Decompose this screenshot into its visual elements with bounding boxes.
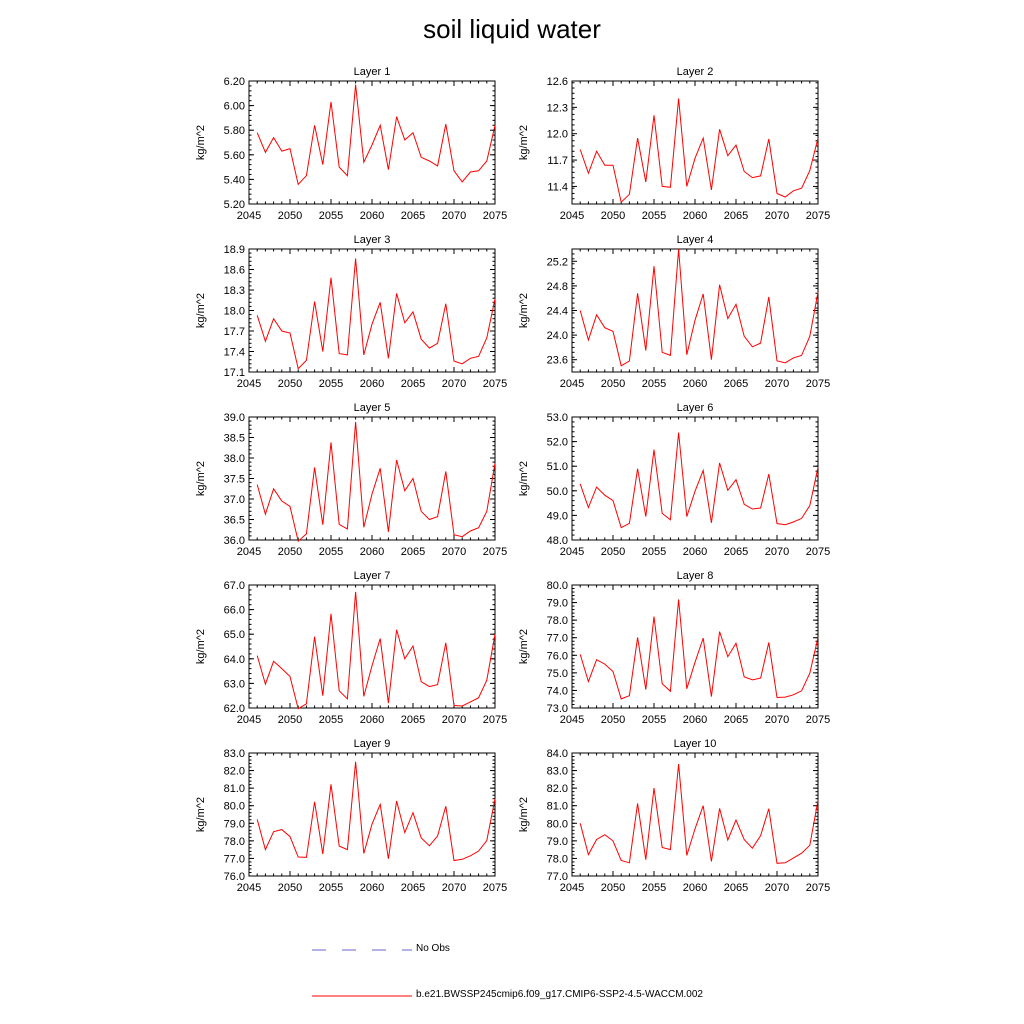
y-tick-label: 12.3 (546, 102, 568, 115)
y-tick-label: 17.7 (223, 326, 245, 338)
panel-frame (572, 81, 818, 204)
y-tick-label: 50.0 (546, 485, 568, 498)
y-tick-label: 65.0 (223, 629, 245, 642)
y-tick-label: 84.0 (546, 748, 568, 760)
y-tick-label: 81.0 (223, 783, 245, 796)
x-tick-label: 2055 (641, 882, 667, 894)
y-tick-label: 6.00 (223, 100, 245, 113)
x-tick-label: 2060 (359, 378, 385, 390)
x-tick-label: 2055 (318, 546, 344, 558)
x-tick-label: 2065 (400, 714, 426, 726)
y-tick-label: 52.0 (546, 436, 568, 449)
panel-title: Layer 8 (676, 570, 714, 582)
x-tick-label: 2055 (318, 714, 344, 726)
x-tick-label: 2050 (600, 378, 626, 390)
y-tick-label: 18.6 (223, 264, 245, 277)
y-tick-label: 6.20 (223, 76, 245, 88)
y-tick-label: 77.0 (546, 871, 568, 883)
x-tick-label: 2045 (236, 378, 262, 390)
x-tick-label: 2055 (641, 210, 667, 222)
series-line (257, 259, 495, 369)
y-tick-label: 11.4 (547, 181, 568, 194)
y-tick-label: 67.0 (223, 580, 245, 592)
panel-title: Layer 9 (353, 738, 391, 750)
y-tick-label: 64.0 (223, 653, 245, 666)
x-tick-label: 2055 (318, 210, 344, 222)
panel-title: Layer 10 (673, 738, 717, 750)
x-tick-label: 2070 (441, 546, 467, 558)
x-tick-label: 2060 (359, 882, 385, 894)
x-tick-label: 2050 (277, 378, 303, 390)
y-tick-label: 39.0 (223, 412, 245, 424)
x-tick-label: 2045 (236, 210, 262, 222)
y-axis-label: kg/m^2 (195, 124, 207, 161)
panel-title: Layer 6 (676, 402, 714, 414)
x-tick-label: 2045 (559, 210, 585, 222)
panel-frame (572, 585, 818, 708)
panel-frame (249, 81, 495, 204)
y-tick-label: 66.0 (223, 604, 245, 617)
x-tick-label: 2070 (764, 546, 790, 558)
x-tick-label: 2070 (764, 714, 790, 726)
y-tick-label: 24.8 (546, 280, 568, 293)
panel-title: Layer 7 (353, 570, 391, 582)
y-tick-label: 24.0 (546, 330, 568, 343)
y-tick-label: 18.9 (223, 244, 245, 256)
series-line (580, 599, 818, 699)
panel-frame (572, 249, 818, 372)
x-tick-label: 2070 (764, 882, 790, 894)
x-tick-label: 2055 (318, 378, 344, 390)
y-tick-label: 36.5 (223, 514, 245, 527)
x-tick-label: 2065 (400, 210, 426, 222)
y-tick-label: 53.0 (546, 412, 568, 424)
x-tick-label: 2045 (236, 882, 262, 894)
legend-model-label: b.e21.BWSSP245cmip6.f09_g17.CMIP6-SSP2-4.5-WACCM.002 (416, 989, 703, 1000)
y-tick-label: 77.0 (223, 853, 245, 866)
y-tick-label: 83.0 (223, 748, 245, 760)
y-axis-label: kg/m^2 (195, 460, 207, 497)
panel-frame (572, 753, 818, 876)
y-tick-label: 76.0 (223, 871, 245, 883)
x-tick-label: 2065 (400, 546, 426, 558)
x-tick-label: 2075 (805, 378, 831, 390)
x-tick-label: 2065 (723, 714, 749, 726)
y-tick-label: 78.0 (546, 615, 568, 628)
x-tick-label: 2050 (600, 714, 626, 726)
y-axis-label: kg/m^2 (195, 796, 207, 833)
y-tick-label: 82.0 (546, 783, 568, 796)
x-tick-label: 2070 (764, 210, 790, 222)
x-tick-label: 2075 (482, 882, 508, 894)
y-tick-label: 51.0 (546, 461, 568, 474)
x-tick-label: 2060 (682, 714, 708, 726)
x-tick-label: 2045 (559, 546, 585, 558)
x-tick-label: 2065 (400, 882, 426, 894)
x-tick-label: 2060 (682, 882, 708, 894)
x-tick-label: 2065 (723, 546, 749, 558)
y-tick-label: 78.0 (546, 853, 568, 866)
y-axis-label: kg/m^2 (518, 292, 530, 329)
y-tick-label: 5.20 (223, 199, 245, 211)
x-tick-label: 2075 (482, 546, 508, 558)
y-tick-label: 63.0 (223, 678, 245, 691)
panel-title: Layer 5 (353, 402, 391, 414)
x-tick-label: 2065 (400, 378, 426, 390)
x-tick-label: 2065 (723, 882, 749, 894)
x-tick-label: 2055 (641, 378, 667, 390)
x-tick-label: 2075 (805, 714, 831, 726)
x-tick-label: 2055 (641, 546, 667, 558)
panel-title: Layer 2 (676, 66, 714, 78)
y-tick-label: 81.0 (546, 800, 568, 813)
x-tick-label: 2070 (441, 882, 467, 894)
panel-frame (249, 249, 495, 372)
y-tick-label: 11.7 (547, 155, 568, 168)
y-tick-label: 17.1 (223, 367, 245, 379)
panel-frame (249, 417, 495, 540)
x-tick-label: 2060 (682, 378, 708, 390)
y-tick-label: 36.0 (223, 535, 245, 547)
y-tick-label: 24.4 (546, 305, 568, 318)
y-tick-label: 62.0 (223, 703, 245, 715)
y-tick-label: 83.0 (546, 765, 568, 778)
y-tick-label: 23.6 (546, 354, 568, 367)
x-tick-label: 2070 (764, 378, 790, 390)
x-tick-label: 2060 (359, 714, 385, 726)
y-tick-label: 74.0 (546, 685, 568, 698)
panel-frame (572, 417, 818, 540)
y-tick-label: 79.0 (546, 597, 568, 610)
x-tick-label: 2050 (600, 546, 626, 558)
y-tick-label: 17.4 (223, 346, 245, 359)
x-tick-label: 2070 (441, 378, 467, 390)
series-line (257, 762, 495, 861)
y-tick-label: 18.3 (223, 285, 245, 297)
series-line (580, 764, 818, 863)
x-tick-label: 2050 (277, 882, 303, 894)
x-tick-label: 2065 (723, 210, 749, 222)
y-tick-label: 76.0 (546, 650, 568, 663)
x-tick-label: 2070 (441, 714, 467, 726)
x-tick-label: 2050 (277, 546, 303, 558)
x-tick-label: 2045 (559, 882, 585, 894)
x-tick-label: 2060 (682, 210, 708, 222)
x-tick-label: 2060 (359, 210, 385, 222)
y-axis-label: kg/m^2 (195, 628, 207, 665)
x-tick-label: 2050 (277, 714, 303, 726)
x-tick-label: 2060 (359, 546, 385, 558)
y-tick-label: 38.5 (223, 432, 245, 445)
x-tick-label: 2045 (559, 378, 585, 390)
x-tick-label: 2075 (482, 378, 508, 390)
y-tick-label: 82.0 (223, 765, 245, 778)
y-tick-label: 79.0 (546, 835, 568, 848)
panel-frame (249, 585, 495, 708)
y-axis-label: kg/m^2 (518, 124, 530, 161)
panel-frame (249, 753, 495, 876)
y-axis-label: kg/m^2 (518, 460, 530, 497)
y-tick-label: 38.0 (223, 453, 245, 465)
y-tick-label: 80.0 (546, 818, 568, 831)
series-line (257, 85, 495, 185)
x-tick-label: 2075 (805, 546, 831, 558)
x-tick-label: 2070 (441, 210, 467, 222)
legend-obs-label: No Obs (416, 943, 450, 954)
x-tick-label: 2045 (236, 546, 262, 558)
series-line (257, 422, 495, 541)
y-tick-label: 79.0 (223, 818, 245, 831)
y-tick-label: 25.2 (546, 256, 568, 269)
y-tick-label: 12.6 (546, 76, 568, 88)
x-tick-label: 2050 (277, 210, 303, 222)
y-axis-label: kg/m^2 (518, 628, 530, 665)
series-line (580, 249, 818, 366)
y-tick-label: 49.0 (546, 510, 568, 523)
series-line (257, 592, 495, 709)
y-axis-label: kg/m^2 (518, 796, 530, 833)
x-tick-label: 2060 (682, 546, 708, 558)
panel-title: Layer 4 (676, 234, 714, 246)
y-tick-label: 73.0 (546, 703, 568, 715)
y-tick-label: 18.0 (223, 305, 245, 318)
y-tick-label: 37.0 (223, 494, 245, 506)
panel-title: Layer 3 (353, 234, 391, 246)
y-tick-label: 80.0 (223, 800, 245, 813)
y-tick-label: 5.40 (223, 174, 245, 187)
x-tick-label: 2065 (723, 378, 749, 390)
panel-title: Layer 1 (353, 66, 391, 78)
x-tick-label: 2050 (600, 210, 626, 222)
figure-title: soil liquid water (423, 14, 601, 44)
x-tick-label: 2075 (482, 714, 508, 726)
series-line (580, 433, 818, 528)
y-axis-label: kg/m^2 (195, 292, 207, 329)
y-tick-label: 37.5 (223, 473, 245, 486)
x-tick-label: 2045 (236, 714, 262, 726)
y-tick-label: 80.0 (546, 580, 568, 592)
x-tick-label: 2055 (641, 714, 667, 726)
y-tick-label: 5.60 (223, 149, 245, 162)
x-tick-label: 2050 (600, 882, 626, 894)
y-tick-label: 5.80 (223, 125, 245, 138)
x-tick-label: 2075 (805, 210, 831, 222)
y-tick-label: 77.0 (546, 632, 568, 645)
y-tick-label: 75.0 (546, 667, 568, 680)
series-line (580, 99, 818, 203)
y-tick-label: 12.0 (546, 128, 568, 141)
y-tick-label: 48.0 (546, 535, 568, 547)
x-tick-label: 2055 (318, 882, 344, 894)
y-tick-label: 78.0 (223, 835, 245, 848)
x-tick-label: 2075 (482, 210, 508, 222)
x-tick-label: 2045 (559, 714, 585, 726)
x-tick-label: 2075 (805, 882, 831, 894)
